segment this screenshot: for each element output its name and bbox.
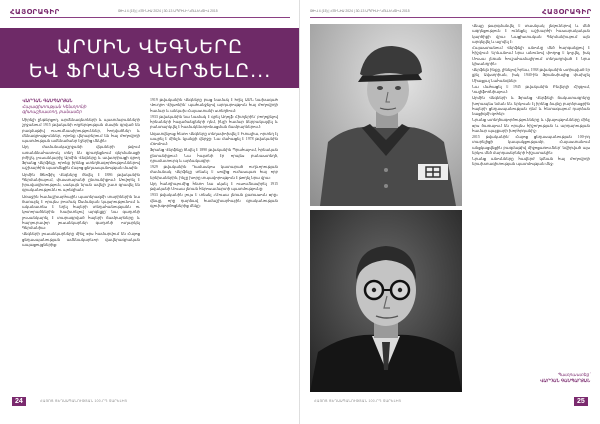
paragraph: Նա մահացել է 1945 թվականին Բեվերլի Հիլզում, Կալիֆոռնիայում: (472, 84, 590, 94)
paragraph: Առաջին համաշխարհային պատերազմի տարիներին նա ծառայել է որպես բուժակ Օսմանյան կայսրությունում և ականատես է եղել հայերի տեղահանությանն ու կոտորածներին: Խախտելով արգելքը՝ նա գաղտնի լուսանկարել է տարագրված հայերի ճամբարները և հարյուրավոր լուսանկարներ գաղտնի ուղարկել Գերմանիա: (22, 194, 140, 230)
right-column (472, 24, 590, 342)
paragraph: Հայաստանում Վերֆելի անունը մեծ հարգանքով է հիշվում: Երևանում նրա անունով փողոց է կոչվել, իսկ Մուսա լեռան հուշահամալիրում տեղադրված է նրա կիսանդրին: (472, 46, 590, 66)
paragraph: 1919 թվականին Վեգները բաց նամակ է հղել ԱՄՆ նախագահ Վուդրո Վիլսոնին՝ պահանջելով արդարություն հայ ժողովրդի համար և անկախ Հայաստանի ստեղծում: (150, 98, 278, 113)
paragraph: Այդ հանդիպումից հետո նա սկսել է ուսումնասիրել 1915 թվականի Մուսա լեռան հերոսամարտի պատմությունը: (150, 181, 278, 191)
left-column-1 (22, 118, 140, 390)
title-band (0, 28, 300, 88)
paragraph: 1933 թվականին լույս է տեսել «Մուսա լեռան քառասուն օրը» վեպը, որը դարձավ համաշխարհային գրականության գլուխգործոցներից մեկը: (150, 193, 278, 208)
paragraph: Ֆրանց Վերֆելը ծնվել է 1890 թվականին Պրահայում, հրեական ընտանիքում: Նա հայտնի էր որպես բանաստեղծ, դրամատուրգ և արձակագիր: (150, 148, 278, 163)
paragraph: Վեպը թարգմանվել է տասնյակ լեզուներով և մեծ ազդեցություն է ունեցել աշխարհի հասարակական կարծիքի վրա: Նացիստական Գերմանիայում այն արգելվել և այրվել է: (472, 24, 590, 44)
author-name: ՎԱՐԴԱՆ ԳԱՍՊԱՐՅԱՆ (22, 98, 73, 103)
paragraph: 1933 թվականին նա նամակ է գրել Ադոլֆ Հիտլերին՝ բողոքելով հրեաների հալածանքների դեմ, ինչի համար ձերբակալվել և բանտարկվել է համակենտրոնացման ճամբարներում: (150, 114, 278, 130)
issue-info-right: ԹԻՎ 4 (15) | ՀՈՒՆԻՍ 2024 | 30-13 ԱՊՐԻԼԻ ԿՈԼԼԵԿՏԻՎ 2015 (310, 9, 410, 13)
paragraph: Արմին Թեոֆիլ Վեգները ծնվել է 1886 թվականին Գերմանիայում, փաստաբանի ընտանիքում: Սովորել է իրավագիտություն, սակայն նրան ավելի շատ գրավել են գրականությունն ու պոեզիան: (22, 172, 140, 193)
paragraph: Վերֆելն ինքը, լինելով հրեա, 1938 թվականին ստիպված էր լքել Ավստրիան, իսկ 1940-ին Ֆրանսիայից փախչել Միացյալ Նահանգներ: (472, 68, 590, 83)
portrait-glasses-illustration (310, 210, 462, 392)
signature-name: ՎԱՐԴԱՆ ԳԱՍՊԱՐՅԱՆ (539, 377, 590, 383)
page-number-right: 25 (574, 397, 588, 406)
paragraph: Սիրելի ընթերցող, արմենագետների և պատմաբանների շրջանում 1915 թվականի ողբերգության մասին գրված են բազմաթիվ ուսումնասիրություններ, հոդվածներ և մենագրություններ, որոնք վերաբերում են հայ ժողովրդի պատմության ամենածանր էջերից մեկին: (22, 118, 140, 143)
paragraph: Ազատվելուց հետո Վեգները տեղափոխվել է Իտալիա, որտեղ էլ ապրել է մինչև կյանքի վերջը: Նա մահացել է 1978 թվականին Հռոմում: (150, 131, 278, 146)
article-title-line-1: ԱՐՄԻՆ ՎԵԳՆԵՐԸ (56, 36, 244, 58)
paragraph: Վեգների լուսանկարները մինչ օրս համարվում են Հայոց ցեղասպանության ամենակարևոր վավերագրական ապացույցներից: (22, 232, 140, 247)
top-rule-right (310, 17, 590, 18)
portrait-photo-glasses (310, 210, 462, 392)
author-byline (22, 98, 132, 115)
portrait-uniform-illustration (310, 24, 462, 206)
page-number-left: 24 (12, 397, 26, 406)
right-page (300, 0, 600, 424)
paragraph: Արմին Վեգների և Ֆրանց Վերֆելի ճակատագրերը խորապես նման են. երկուսն էլ իրենց ձայնը բարձրացրին հայերի ցեղասպանության դեմ և հետագայում դարձան նացիզմի զոհեր: (472, 96, 590, 116)
masthead-logo-right: ՀԱՅՕՐԱԳԻՐ (542, 8, 592, 16)
signature-prefix: Պատրաստեց՝ (557, 372, 590, 377)
article-signature (472, 372, 590, 384)
footer-text-right: ՀԱՅՈՑ ՑԵՂԱՍՊԱՆՈՒԹՅԱՆ 100-ՐԴ ՏԱՐԵԼԻՑ (314, 399, 402, 403)
portrait-photo-uniform (310, 24, 462, 206)
author-affiliation: Հայագիտության Կենտրոնի (22, 103, 87, 109)
paragraph: Նրանց անունները հավերժ կմնան հայ ժողովրդի երախտագիտության պատմության մեջ: (472, 157, 590, 167)
paragraph: 1929 թվականին Դամասկոս կատարած ուղևորության ժամանակ Վերֆելը տեսել է սովից ուժասպառ հայ որբ երեխաներին, ինչը խորը տպավորություն է թողել նրա վրա: (150, 165, 278, 180)
left-column-2 (150, 98, 278, 390)
footer-text-left: ՀԱՅՈՑ ՑԵՂԱՍՊԱՆՈՒԹՅԱՆ 100-ՐԴ ՏԱՐԵԼԻՑ (40, 399, 128, 403)
article-title-line-2: ԵՎ ՖՐԱՆՑ ՎԵՐՖԵԼԸ... (28, 60, 272, 82)
paragraph: Այդ ժամանակաշրջանի վկաների թվում առանձնահատուկ տեղ են զբաղեցնում գերմանացի բժիշկ, լուսանկարիչ Արմին Վեգները և ավստրիացի գրող Ֆրանց Վերֆելը, որոնք իրենց ստեղծագործություններով աշխարհին պատմեցին Հայոց ցեղասպանության մասին: (22, 145, 140, 171)
paragraph: Նրանց ստեղծագործությունները և վկայությունները մինչ օրս ծառայում են որպես հիշողության և արդարության համար պայքարի խորհրդանիշ: (472, 118, 590, 133)
masthead-logo-left: ՀԱՅՕՐԱԳԻՐ (10, 8, 60, 16)
issue-info-left: ԹԻՎ 4 (15) | ՀՈՒՆԻՍ 2024 | 30-13 ԱՊՐԻԼԻ ԿՈԼԼԵԿՏԻՎ 2015 (118, 9, 218, 13)
paragraph: 2015 թվականին՝ Հայոց ցեղասպանության 100-րդ տարելիցի կապակցությամբ, Հայաստանում անցկացվեցին բազմաթիվ միջոցառումներ՝ նվիրված այս երկու մեծ մարդասերների հիշատակին: (472, 135, 590, 155)
top-rule-left (10, 17, 290, 18)
author-role: գիտաշխատող, բանասեր (22, 109, 82, 114)
